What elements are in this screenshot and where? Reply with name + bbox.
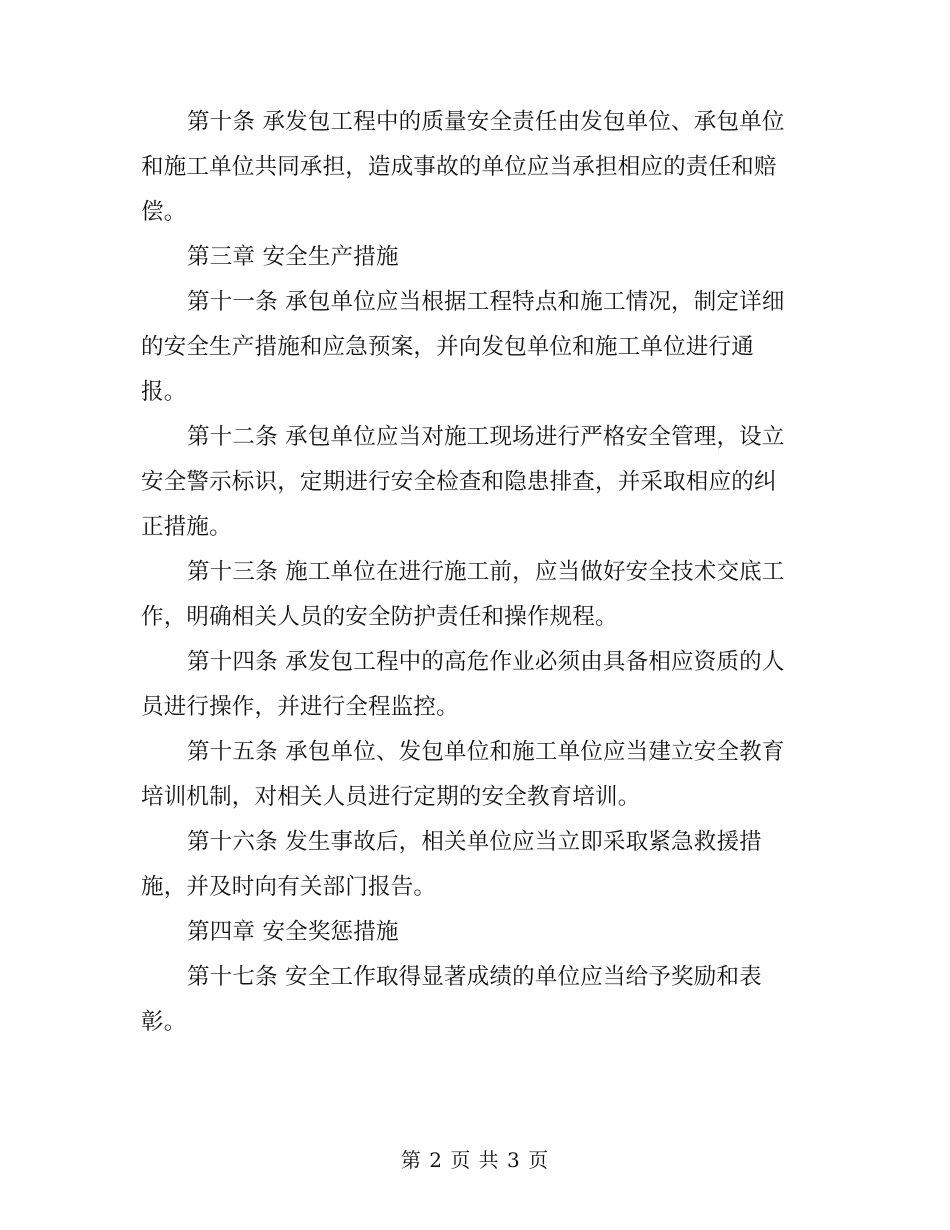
text-line: 第十三条 施工单位在进行施工前，应当做好安全技术交底工 [187,559,785,585]
text-line: 第十四条 承发包工程中的高危作业必须由具备相应资质的人 [187,649,785,675]
text-line: 第十条 承发包工程中的质量安全责任由发包单位、承包单位 [187,109,785,135]
text-line: 员进行操作，并进行全程监控。 [141,694,459,720]
article-12 [141,415,813,550]
text-line: 第十七条 安全工作取得显著成绩的单位应当给予奖励和表 [187,964,762,990]
chapter-title: 第四章 安全奖惩措施 [187,919,399,945]
page-number-footer: 第 2 页 共 3 页 [400,1148,550,1172]
text-line: 第十六条 发生事故后，相关单位应当立即采取紧急救援措 [187,829,762,855]
text-line: 作，明确相关人员的安全防护责任和操作规程。 [141,604,618,630]
text-line: 偿。 [141,199,187,225]
article-10 [141,100,813,235]
text-line: 正措施。 [141,514,232,540]
text-line: 施，并及时向有关部门报告。 [141,874,437,900]
text-line: 和施工单位共同承担，造成事故的单位应当承担相应的责任和赔 [141,154,777,180]
text-line: 安全警示标识，定期进行安全检查和隐患排查，并采取相应的纠 [141,469,777,495]
article-14 [141,640,813,730]
text-line: 培训机制，对相关人员进行定期的安全教育培训。 [141,784,641,810]
chapter-title: 第三章 安全生产措施 [187,244,399,270]
document-body [141,100,813,1045]
article-13 [141,550,813,640]
text-line: 第十一条 承包单位应当根据工程特点和施工情况，制定详细 [187,289,785,315]
article-17 [141,955,813,1045]
article-16 [141,820,813,910]
chapter-3-heading [141,235,813,280]
text-line: 彰。 [141,1009,187,1035]
text-line: 报。 [141,379,187,405]
text-line: 的安全生产措施和应急预案，并向发包单位和施工单位进行通 [141,334,754,360]
article-15 [141,730,813,820]
article-11 [141,280,813,415]
chapter-4-heading [141,910,813,955]
text-line: 第十二条 承包单位应当对施工现场进行严格安全管理，设立 [187,424,785,450]
text-line: 第十五条 承包单位、发包单位和施工单位应当建立安全教育 [187,739,785,765]
